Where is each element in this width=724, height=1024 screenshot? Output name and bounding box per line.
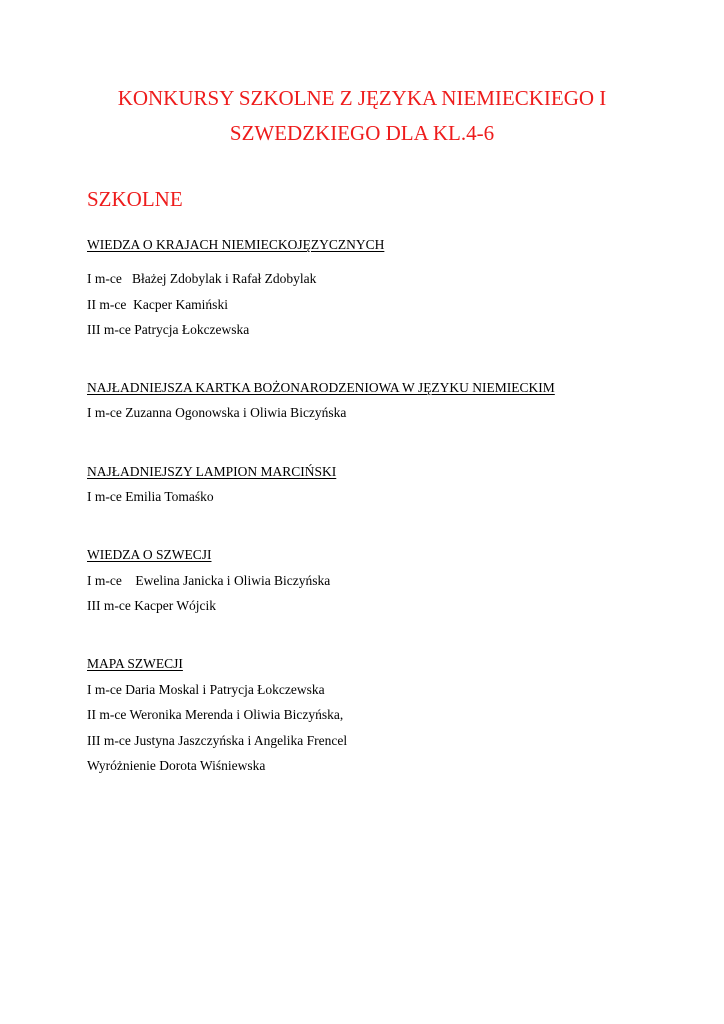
result-entry: Wyróżnienie Dorota Wiśniewska	[87, 758, 266, 773]
result-entry: II m-ce Kacper Kamiński	[87, 297, 228, 312]
result-entry: III m-ce Kacper Wójcik	[87, 598, 217, 613]
category-heading: NAJŁADNIEJSZY LAMPION MARCIŃSKI	[87, 464, 337, 479]
category-heading: MAPA SZWECJI	[87, 656, 183, 671]
result-entry: II m-ce Weronika Merenda i Oliwia Biczyńska,	[87, 707, 344, 722]
result-entry: I m-ce Ewelina Janicka i Oliwia Biczyńska	[87, 573, 331, 588]
result-entry: I m-ce Emilia Tomaśko	[87, 489, 214, 504]
category-heading: NAJŁADNIEJSZA KARTKA BOŻONARODZENIOWA W JĘZYKU NIEMIECKIM	[87, 380, 555, 395]
result-entry: III m-ce Justyna Jaszczyńska i Angelika Frencel	[87, 733, 348, 748]
document-title-line-2: SZWEDZKIEGO DLA KL.4-6	[229, 121, 495, 145]
category-heading: WIEDZA O KRAJACH NIEMIECKOJĘZYCZNYCH	[87, 237, 385, 252]
result-entry: III m-ce Patrycja Łokczewska	[87, 322, 250, 337]
result-entry: I m-ce Daria Moskal i Patrycja Łokczewska	[87, 682, 325, 697]
category-heading: WIEDZA O SZWECJI	[87, 547, 212, 562]
document-title-line-1: KONKURSY SZKOLNE Z JĘZYKA NIEMIECKIEGO I	[117, 86, 607, 110]
result-entry: I m-ce Błażej Zdobylak i Rafał Zdobylak	[87, 271, 317, 286]
section-heading: SZKOLNE	[87, 187, 183, 211]
result-entry: I m-ce Zuzanna Ogonowska i Oliwia Biczyńska	[87, 405, 347, 420]
